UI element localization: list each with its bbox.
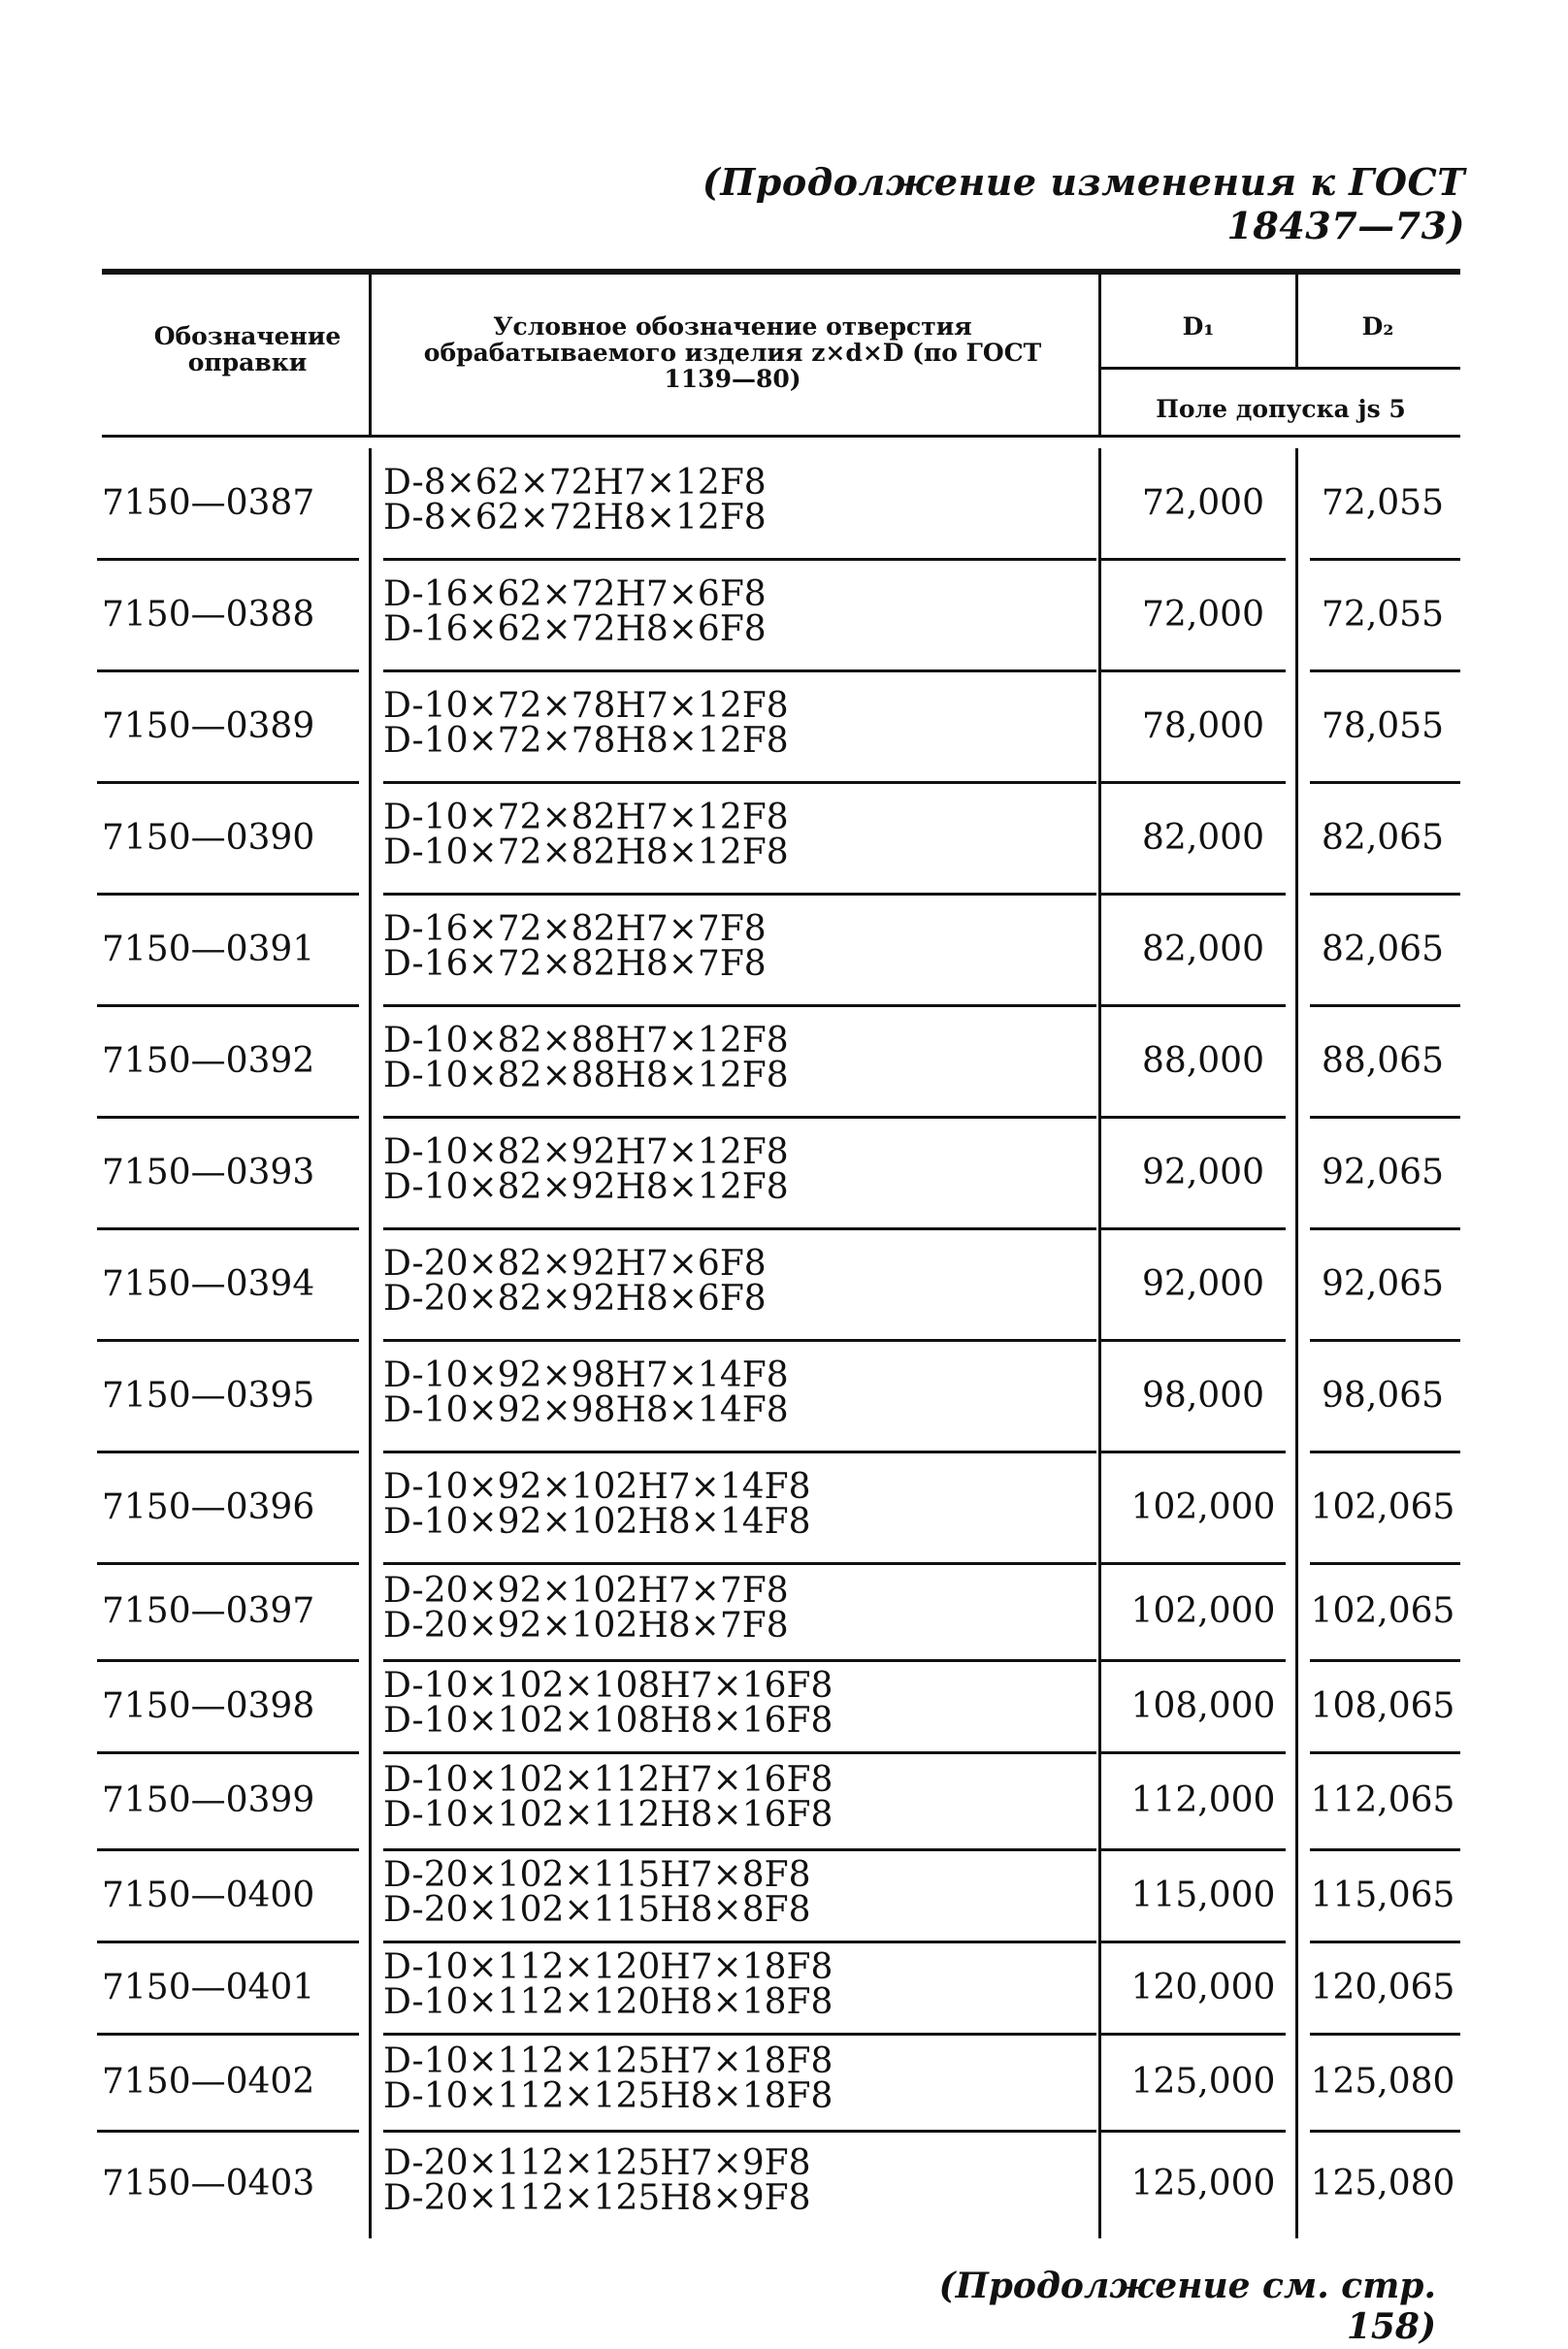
hole-designation: D-10×92×102H8×14F8 (383, 1502, 811, 1542)
table-row (92, 448, 1460, 560)
table-row (92, 1564, 1460, 1661)
cell-designation: 7150—0399 (102, 1780, 315, 1820)
cell-d2: 112,065 (1310, 1780, 1455, 1820)
column-divider (1098, 895, 1101, 1006)
cell-designation: 7150—0391 (102, 930, 315, 969)
cell-hole (383, 1666, 1092, 1741)
cell-d1: 125,000 (1130, 2164, 1276, 2203)
column-divider (369, 895, 372, 1006)
cell-d2: 98,065 (1322, 1376, 1444, 1416)
table-row (92, 671, 1460, 783)
cell-d2: 78,055 (1322, 706, 1444, 746)
hole-designation: D-20×112×125H7×9F8 (383, 2143, 811, 2183)
page-header: (Продолжение изменения к ГОСТ 18437—73) (702, 160, 1465, 247)
column-divider (369, 1564, 372, 1661)
cell-d2: 88,065 (1322, 1041, 1444, 1081)
cell-d2: 120,065 (1310, 1968, 1455, 2007)
cell-hole (383, 1355, 1092, 1430)
col-header-d2: D₂ (1361, 312, 1394, 341)
head-subrule (1101, 367, 1460, 370)
cell-hole (383, 1021, 1092, 1095)
cell-hole (383, 2143, 1092, 2218)
column-divider (1098, 671, 1101, 783)
cell-d1: 92,000 (1142, 1264, 1264, 1304)
hole-designation: D-10×72×78H7×12F8 (383, 686, 789, 726)
cell-designation: 7150—0402 (102, 2062, 315, 2102)
cell-d2: 82,065 (1322, 818, 1444, 858)
hole-designation: D-16×72×82H8×7F8 (383, 944, 767, 984)
cell-d1: 92,000 (1142, 1153, 1264, 1192)
col-header-hole: Условное обозначение отверстия обрабатываемого изделия z×d×D (по ГОСТ 1139—80) (423, 312, 1042, 393)
column-divider (369, 1661, 372, 1753)
cell-hole (383, 909, 1092, 984)
column-divider (369, 1452, 372, 1564)
column-divider (1098, 1942, 1101, 2035)
cell-d2: 82,065 (1322, 930, 1444, 969)
hole-designation: D-20×82×92H7×6F8 (383, 1244, 767, 1284)
cell-d1: 78,000 (1142, 706, 1264, 746)
cell-d2: 102,065 (1310, 1487, 1455, 1527)
cell-hole (383, 1947, 1092, 2022)
hole-designation: D-10×72×82H8×12F8 (383, 832, 789, 872)
cell-d2: 125,080 (1310, 2062, 1455, 2102)
column-divider (369, 783, 372, 895)
hole-designation: D-20×82×92H8×6F8 (383, 1279, 767, 1319)
table-row (92, 560, 1460, 671)
table-row (92, 1661, 1460, 1753)
column-divider (1295, 448, 1298, 560)
table-row (92, 1229, 1460, 1341)
column-divider (1295, 1229, 1298, 1341)
cell-designation: 7150—0398 (102, 1686, 315, 1726)
column-divider (369, 671, 372, 783)
cell-d1: 108,000 (1130, 1686, 1276, 1726)
column-divider (1098, 1006, 1101, 1118)
hole-designation: D-10×72×82H7×12F8 (383, 798, 789, 837)
hole-designation: D-8×62×72H7×12F8 (383, 463, 767, 503)
column-divider (1098, 1452, 1101, 1564)
table-row (92, 1006, 1460, 1118)
cell-hole (383, 1132, 1092, 1207)
cell-designation: 7150—0400 (102, 1876, 315, 1915)
column-divider (369, 1006, 372, 1118)
hole-designation: D-10×82×88H7×12F8 (383, 1021, 789, 1060)
column-divider (1098, 1850, 1101, 1942)
cell-d1: 72,000 (1142, 595, 1264, 635)
table-head (92, 275, 1460, 435)
column-divider (369, 448, 372, 560)
head-divider (369, 275, 372, 435)
hole-designation: D-20×112×125H8×9F8 (383, 2178, 811, 2218)
hole-designation: D-20×102×115H7×8F8 (383, 1855, 811, 1895)
cell-designation: 7150—0392 (102, 1041, 315, 1081)
hole-designation: D-10×92×98H7×14F8 (383, 1355, 789, 1395)
cell-designation: 7150—0393 (102, 1153, 315, 1192)
hole-designation: D-10×112×125H8×18F8 (383, 2076, 833, 2116)
column-divider (1295, 1341, 1298, 1452)
cell-hole (383, 1760, 1092, 1835)
column-divider (1295, 1564, 1298, 1661)
cell-hole (383, 686, 1092, 761)
column-divider (369, 2035, 372, 2132)
cell-d1: 125,000 (1130, 2062, 1276, 2102)
cell-hole (383, 1244, 1092, 1319)
column-divider (1295, 560, 1298, 671)
col-header-d1: D₁ (1182, 312, 1215, 341)
hole-designation: D-10×102×112H7×16F8 (383, 1760, 833, 1800)
cell-hole (383, 2041, 1092, 2116)
cell-d1: 82,000 (1142, 930, 1264, 969)
cell-d1: 102,000 (1130, 1487, 1276, 1527)
hole-designation: D-10×72×78H8×12F8 (383, 721, 789, 761)
cell-d1: 115,000 (1130, 1876, 1276, 1915)
cell-hole (383, 574, 1092, 649)
hole-designation: D-16×62×72H8×6F8 (383, 609, 767, 649)
column-divider (369, 1942, 372, 2035)
cell-designation: 7150—0389 (102, 706, 315, 746)
cell-d1: 88,000 (1142, 1041, 1264, 1081)
hole-designation: D-10×82×92H7×12F8 (383, 1132, 789, 1172)
cell-d2: 108,065 (1310, 1686, 1455, 1726)
table-row (92, 1118, 1460, 1229)
cell-designation: 7150—0387 (102, 483, 315, 523)
cell-designation: 7150—0397 (102, 1591, 315, 1631)
table-row (92, 1753, 1460, 1850)
column-divider (1098, 1661, 1101, 1753)
hole-designation: D-16×72×82H7×7F8 (383, 909, 767, 949)
cell-designation: 7150—0403 (102, 2164, 315, 2203)
column-divider (1295, 895, 1298, 1006)
hole-designation: D-10×82×88H8×12F8 (383, 1056, 789, 1095)
cell-designation: 7150—0390 (102, 818, 315, 858)
page-footer: (Продолжение см. стр. 158) (938, 2266, 1436, 2347)
head-bottom-rule (102, 435, 1460, 438)
cell-hole (383, 1571, 1092, 1646)
cell-d1: 98,000 (1142, 1376, 1264, 1416)
cell-designation: 7150—0401 (102, 1968, 315, 2007)
column-divider (1295, 783, 1298, 895)
cell-designation: 7150—0395 (102, 1376, 315, 1416)
cell-d1: 112,000 (1130, 1780, 1276, 1820)
column-divider (1098, 1118, 1101, 1229)
column-divider (1098, 560, 1101, 671)
column-divider (369, 1229, 372, 1341)
cell-d2: 92,065 (1322, 1153, 1444, 1192)
column-divider (1098, 1564, 1101, 1661)
head-divider (1098, 275, 1101, 435)
hole-designation: D-20×92×102H8×7F8 (383, 1606, 789, 1646)
table-row (92, 1850, 1460, 1942)
hole-designation: D-10×102×112H8×16F8 (383, 1795, 833, 1835)
cell-d2: 72,055 (1322, 595, 1444, 635)
cell-d2: 92,065 (1322, 1264, 1444, 1304)
hole-designation: D-10×102×108H7×16F8 (383, 1666, 833, 1706)
column-divider (369, 560, 372, 671)
column-divider (369, 1118, 372, 1229)
column-divider (1295, 1452, 1298, 1564)
col-header-tolerance: Поле допуска js 5 (1156, 395, 1406, 423)
hole-designation: D-20×102×115H8×8F8 (383, 1890, 811, 1930)
column-divider (1295, 1661, 1298, 1753)
table-row (92, 895, 1460, 1006)
column-divider (1098, 1753, 1101, 1850)
column-divider (1295, 2035, 1298, 2132)
hole-designation: D-20×92×102H7×7F8 (383, 1571, 789, 1611)
table-row (92, 1341, 1460, 1452)
col-header-designation: Обозначение оправки (153, 322, 342, 376)
column-divider (1295, 671, 1298, 783)
column-divider (1295, 1118, 1298, 1229)
cell-designation: 7150—0388 (102, 595, 315, 635)
column-divider (1295, 1753, 1298, 1850)
table-row (92, 1942, 1460, 2035)
hole-designation: D-10×112×120H8×18F8 (383, 1982, 833, 2022)
cell-hole (383, 1855, 1092, 1930)
column-divider (1098, 2132, 1101, 2238)
table-row (92, 783, 1460, 895)
cell-d2: 102,065 (1310, 1591, 1455, 1631)
column-divider (1098, 1341, 1101, 1452)
column-divider (1295, 1006, 1298, 1118)
column-divider (1295, 1850, 1298, 1942)
cell-d2: 72,055 (1322, 483, 1444, 523)
table-row (92, 2132, 1460, 2238)
column-divider (369, 2132, 372, 2238)
head-divider (1295, 275, 1298, 367)
cell-hole (383, 463, 1092, 538)
column-divider (1098, 1229, 1101, 1341)
cell-d2: 125,080 (1310, 2164, 1455, 2203)
cell-designation: 7150—0394 (102, 1264, 315, 1304)
hole-designation: D-16×62×72H7×6F8 (383, 574, 767, 614)
cell-d1: 72,000 (1142, 483, 1264, 523)
column-divider (1098, 783, 1101, 895)
column-divider (1098, 2035, 1101, 2132)
cell-d2: 115,065 (1310, 1876, 1455, 1915)
hole-designation: D-10×82×92H8×12F8 (383, 1167, 789, 1207)
table-row (92, 1452, 1460, 1564)
hole-designation: D-10×112×120H7×18F8 (383, 1947, 833, 1987)
column-divider (369, 1850, 372, 1942)
hole-designation: D-10×92×98H8×14F8 (383, 1390, 789, 1430)
cell-d1: 102,000 (1130, 1591, 1276, 1631)
column-divider (1295, 2132, 1298, 2238)
cell-hole (383, 800, 1092, 870)
hole-designation: D-8×62×72H8×12F8 (383, 498, 767, 538)
cell-d1: 82,000 (1142, 818, 1264, 858)
cell-d1: 120,000 (1130, 1968, 1276, 2007)
column-divider (1098, 448, 1101, 560)
hole-designation: D-10×112×125H7×18F8 (383, 2041, 833, 2081)
column-divider (369, 1341, 372, 1452)
table-row (92, 2035, 1460, 2132)
cell-designation: 7150—0396 (102, 1487, 315, 1527)
cell-hole (383, 1467, 1092, 1542)
hole-designation: D-10×102×108H8×16F8 (383, 1701, 833, 1741)
column-divider (369, 1753, 372, 1850)
column-divider (1295, 1942, 1298, 2035)
hole-designation: D-10×92×102H7×14F8 (383, 1467, 811, 1507)
